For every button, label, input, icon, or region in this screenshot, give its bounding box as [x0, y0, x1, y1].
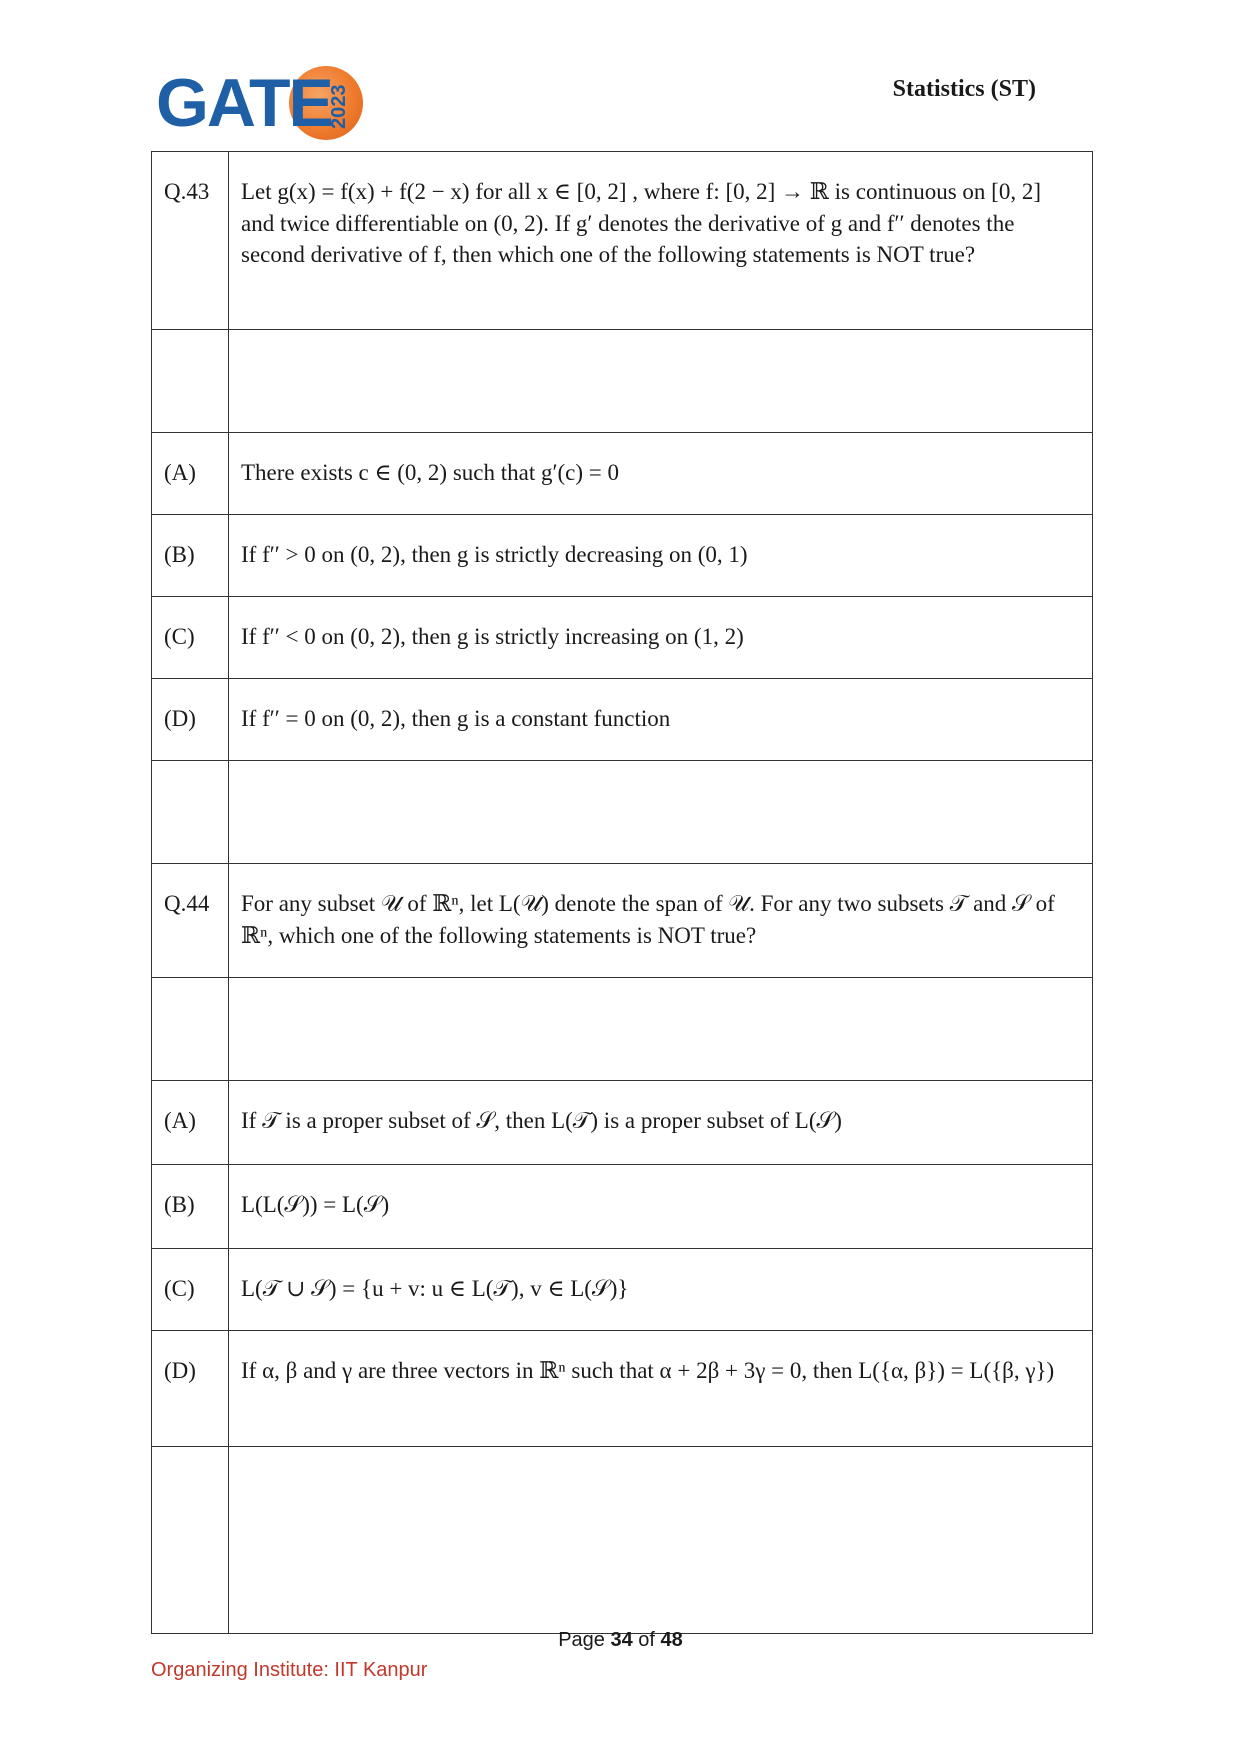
option-row — [152, 515, 1093, 597]
option-text: There exists c ∈ (0, 2) such that g′(c) = 0 — [229, 433, 1093, 515]
page-prefix: Page — [558, 1629, 605, 1651]
spacer-row — [152, 330, 1093, 433]
option-row — [152, 679, 1093, 761]
option-row — [152, 1081, 1093, 1165]
option-row — [152, 1165, 1093, 1249]
question-table — [151, 151, 1093, 1634]
page-number — [0, 1629, 1241, 1652]
option-text: L(L(𝒮)) = L(𝒮) — [229, 1165, 1093, 1249]
option-text: L(𝒯 ∪ 𝒮) = {u + v: u ∈ L(𝒯), v ∈ L(𝒮)} — [229, 1249, 1093, 1331]
logo-text: GATE — [156, 65, 332, 141]
option-label: (D) — [152, 1331, 229, 1447]
question-number: Q.44 — [152, 864, 229, 978]
option-row — [152, 597, 1093, 679]
page-current: 34 — [610, 1629, 633, 1651]
option-text: If f′′ < 0 on (0, 2), then g is strictly increasing on (1, 2) — [229, 597, 1093, 679]
option-text: If f′′ = 0 on (0, 2), then g is a constant function — [229, 679, 1093, 761]
question-stem: For any subset 𝒰 of ℝⁿ, let L(𝒰) denote the span of 𝒰. For any two subsets 𝒯 and 𝒮 of ℝⁿ, which one of the following statements is NOT true? — [229, 864, 1093, 978]
option-label: (B) — [152, 515, 229, 597]
option-label: (C) — [152, 1249, 229, 1331]
question-row — [152, 864, 1093, 978]
spacer-row — [152, 761, 1093, 864]
option-text: If α, β and γ are three vectors in ℝⁿ such that α + 2β + 3γ = 0, then L({α, β}) = L({β, γ}) — [229, 1331, 1093, 1447]
option-text: If f′′ > 0 on (0, 2), then g is strictly decreasing on (0, 1) — [229, 515, 1093, 597]
option-row — [152, 1331, 1093, 1447]
gate-2023-logo — [156, 58, 356, 148]
question-number: Q.43 — [152, 152, 229, 330]
question-stem: Let g(x) = f(x) + f(2 − x) for all x ∈ [0, 2] , where f: [0, 2] → ℝ is continuous on [0, 2] and twice differentiable on (0, 2). If g′ denotes the derivative of g and f′′ denotes the second derivative of f, then which one of the following statements is NOT true? — [229, 152, 1093, 330]
logo-year: 2023 — [328, 84, 350, 130]
option-row — [152, 1249, 1093, 1331]
page-total: 48 — [660, 1629, 683, 1651]
subject-title: Statistics (ST) — [892, 76, 1036, 102]
option-label: (A) — [152, 1081, 229, 1165]
option-label: (D) — [152, 679, 229, 761]
question-row — [152, 152, 1093, 330]
page-of: of — [638, 1629, 655, 1651]
organizing-institute: Organizing Institute: IIT Kanpur — [151, 1659, 428, 1681]
spacer-row — [152, 1447, 1093, 1634]
option-text: If 𝒯 is a proper subset of 𝒮, then L(𝒯) is a proper subset of L(𝒮) — [229, 1081, 1093, 1165]
spacer-row — [152, 978, 1093, 1081]
option-row — [152, 433, 1093, 515]
option-label: (B) — [152, 1165, 229, 1249]
option-label: (C) — [152, 597, 229, 679]
option-label: (A) — [152, 433, 229, 515]
